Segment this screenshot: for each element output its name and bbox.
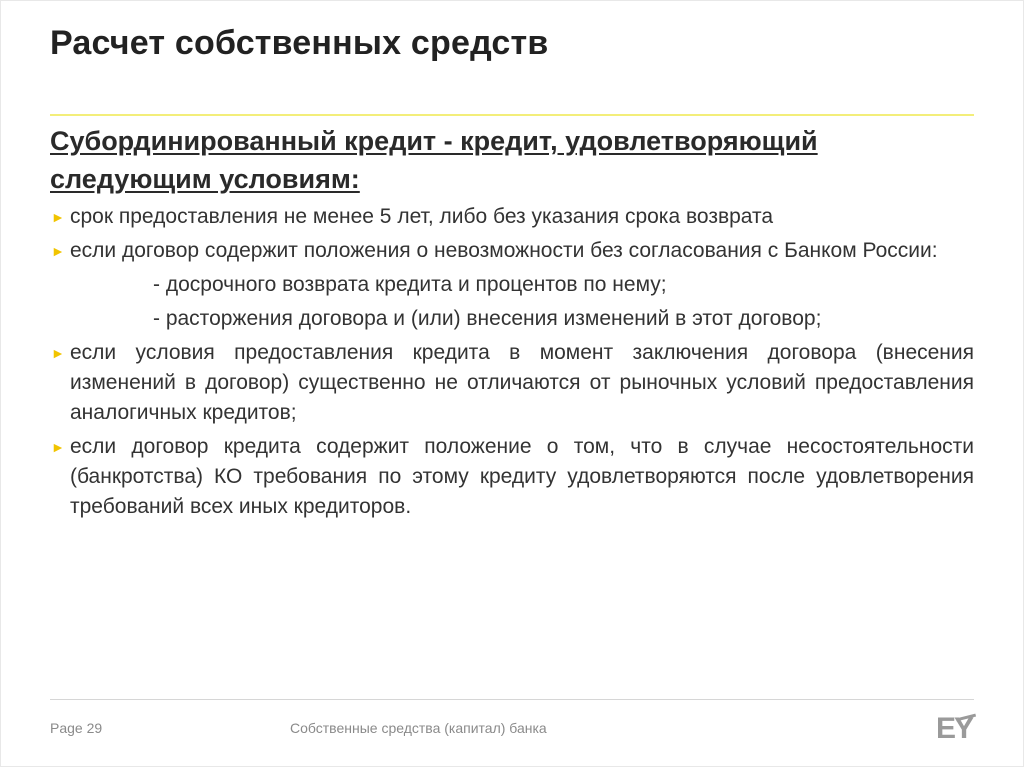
bullet-text: если условия предоставления кредита в момент заключения договора (внесения изменений в договор) существенно не отличаются от рыночных условий предоставления аналогичных кредитов; (70, 341, 974, 424)
arrow-bullet-icon: ► (51, 439, 65, 455)
sub-item: - расторжения договора и (или) внесения изменений в этот договор; (153, 307, 822, 330)
arrow-bullet-icon: ► (51, 209, 65, 225)
bullet-item (50, 202, 974, 232)
bullet-item (50, 432, 974, 522)
sub-item: - досрочного возврата кредита и процентов по нему; (153, 273, 667, 296)
slide-title: Расчет собственных средств (50, 24, 549, 62)
bullet-list (50, 202, 974, 526)
bullet-text: срок предоставления не менее 5 лет, либо без указания срока возврата (70, 205, 774, 228)
page-number: Page 29 (50, 720, 103, 736)
title-divider (50, 114, 974, 116)
footer-title: Собственные средства (капитал) банка (290, 720, 547, 736)
bullet-item (50, 236, 974, 266)
arrow-bullet-icon: ► (51, 345, 65, 361)
arrow-bullet-icon: ► (51, 243, 65, 259)
footer-divider (50, 699, 974, 700)
bullet-item (50, 338, 974, 428)
bullet-text: если договор кредита содержит положение о том, что в случае несостоятельности (банкротства) КО требования по этому кредиту удовлетворяются после удовлетворения требований всех иных кредиторов. (70, 435, 974, 518)
ey-logo: EY (936, 712, 973, 745)
bullet-text: если договор содержит положения о невозможности без согласования с Банком России: (70, 239, 938, 262)
slide-subtitle: Субординированный кредит - кредит, удовлетворяющий следующим условиям: (50, 126, 818, 194)
